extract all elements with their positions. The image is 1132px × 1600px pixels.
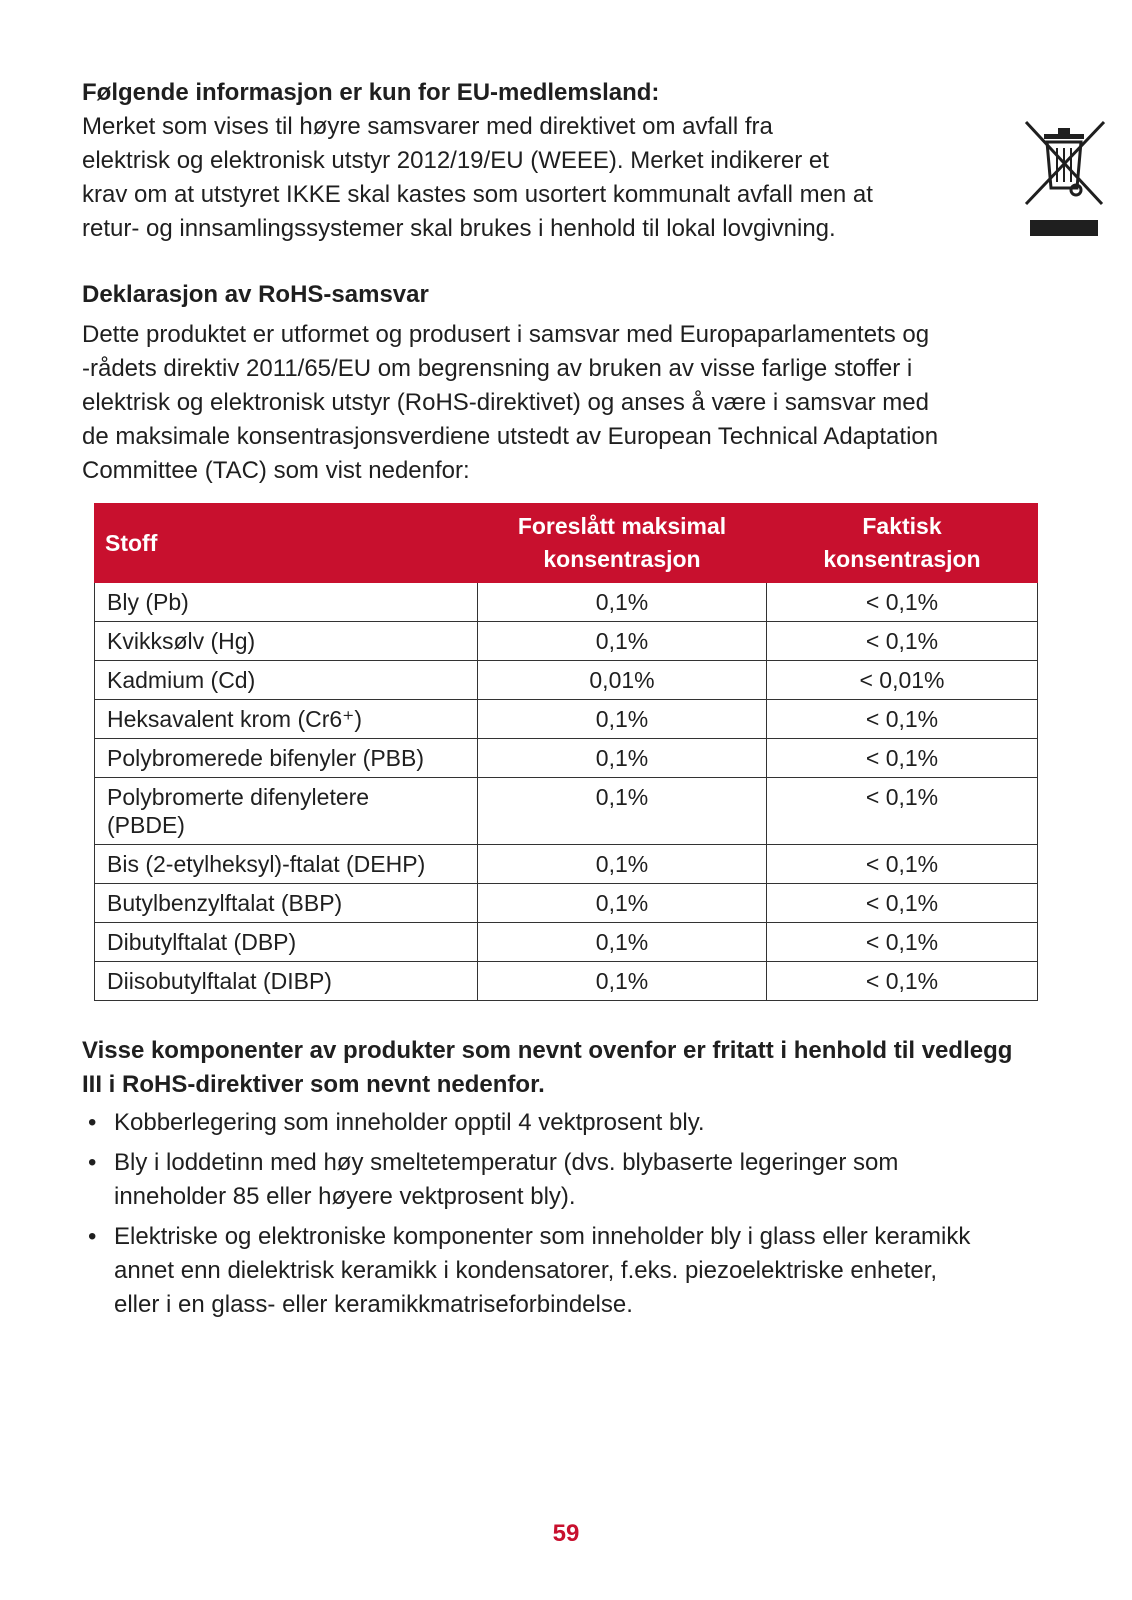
list-item [82, 1146, 1082, 1214]
cell-substance: Butylbenzylftalat (BBP) [95, 884, 478, 923]
rohs-heading: Deklarasjon av RoHS-samsvar [82, 281, 429, 308]
cell-actual: < 0,1% [767, 778, 1038, 845]
cell-proposed: 0,1% [478, 739, 767, 778]
cell-proposed: 0,1% [478, 778, 767, 845]
cell-actual: < 0,1% [767, 583, 1038, 622]
table-row [95, 739, 1038, 778]
list-item-line: annet enn dielektrisk keramikk i kondensatorer, f.eks. piezoelektriske enheter, [114, 1257, 938, 1284]
list-item [82, 1220, 1082, 1322]
cell-proposed: 0,1% [478, 962, 767, 1001]
cell-proposed: 0,1% [478, 583, 767, 622]
rohs-line: de maksimale konsentrasjonsverdiene utstedt av European Technical Adaptation [82, 423, 939, 450]
cell-actual: < 0,1% [767, 962, 1038, 1001]
weee-paragraph [82, 110, 952, 246]
header-actual [767, 504, 1038, 583]
weee-line: elektrisk og elektronisk utstyr 2012/19/EU (WEEE). Merket indikerer et [82, 147, 829, 174]
table-header-row [95, 504, 1038, 583]
bullet-icon: • [88, 1223, 97, 1250]
table-row [95, 778, 1038, 845]
exemptions-heading-line: Visse komponenter av produkter som nevnt ovenfor er fritatt i henhold til vedlegg [82, 1037, 1013, 1064]
cell-substance-line: (PBDE) [107, 812, 185, 838]
cell-actual: < 0,1% [767, 923, 1038, 962]
rohs-line: Dette produktet er utformet og produsert i samsvar med Europaparlamentets og [82, 321, 930, 348]
exemptions-heading-line: III i RoHS-direktiver som nevnt nedenfor. [82, 1071, 545, 1098]
table-row [95, 622, 1038, 661]
list-item-line: Elektriske og elektroniske komponenter som inneholder bly i glass eller keramikk [114, 1223, 971, 1250]
bullet-icon: • [88, 1149, 97, 1176]
table-row [95, 583, 1038, 622]
header-proposed-max [478, 504, 767, 583]
cell-actual: < 0,1% [767, 845, 1038, 884]
cell-actual: < 0,1% [767, 700, 1038, 739]
list-item [82, 1106, 1082, 1140]
header-label-line: konsentrasjon [823, 546, 981, 572]
rohs-paragraph [82, 318, 1042, 488]
weee-line: Merket som vises til høyre samsvarer med direktivet om avfall fra [82, 113, 773, 140]
table-row [95, 700, 1038, 739]
cell-substance-line: Polybromerte difenyletere [107, 784, 370, 810]
cell-actual: < 0,1% [767, 884, 1038, 923]
cell-proposed: 0,1% [478, 884, 767, 923]
cell-substance: Dibutylftalat (DBP) [95, 923, 478, 962]
cell-substance: Kvikksølv (Hg) [95, 622, 478, 661]
rohs-line: elektrisk og elektronisk utstyr (RoHS-direktivet) og anses å være i samsvar med [82, 389, 929, 416]
header-label-line: konsentrasjon [543, 546, 701, 572]
cell-actual: < 0,01% [767, 661, 1038, 700]
cell-substance: Polybromerede bifenyler (PBB) [95, 739, 478, 778]
cell-actual: < 0,1% [767, 739, 1038, 778]
cell-substance: Bis (2-etylheksyl)-ftalat (DEHP) [95, 845, 478, 884]
weee-line: retur- og innsamlingssystemer skal brukes i henhold til lokal lovgivning. [82, 215, 836, 242]
cell-proposed: 0,1% [478, 923, 767, 962]
cell-actual: < 0,1% [767, 622, 1038, 661]
page-number: 59 [552, 1520, 580, 1547]
table-row [95, 661, 1038, 700]
weee-section [82, 76, 1082, 246]
bullet-icon: • [88, 1109, 97, 1136]
exemptions-list [82, 1106, 1082, 1322]
rohs-substance-table [94, 503, 1038, 1001]
cell-substance [95, 778, 478, 845]
header-substance-label: Stoff [105, 529, 158, 556]
cell-substance: Heksavalent krom (Cr6⁺) [95, 700, 478, 739]
table-row [95, 923, 1038, 962]
cell-substance: Kadmium (Cd) [95, 661, 478, 700]
cell-substance: Bly (Pb) [95, 583, 478, 622]
header-label-line: Foreslått maksimal [517, 513, 727, 539]
rohs-line: -rådets direktiv 2011/65/EU om begrensning av bruken av visse farlige stoffer i [82, 355, 913, 382]
cell-substance: Diisobutylftalat (DIBP) [95, 962, 478, 1001]
crossed-out-wheelie-bin-icon [1022, 118, 1108, 248]
rohs-line: Committee (TAC) som vist nedenfor: [82, 457, 470, 484]
list-item-line: Bly i loddetinn med høy smeltetemperatur (dvs. blybaserte legeringer som [114, 1149, 899, 1176]
cell-proposed: 0,1% [478, 845, 767, 884]
header-substance [95, 504, 478, 583]
weee-line: krav om at utstyret IKKE skal kastes som usortert kommunalt avfall men at [82, 181, 873, 208]
list-item-line: inneholder 85 eller høyere vektprosent bly). [114, 1183, 576, 1210]
cell-proposed: 0,1% [478, 622, 767, 661]
header-label-line: Faktisk [862, 513, 942, 539]
list-item-line: Kobberlegering som inneholder opptil 4 vektprosent bly. [114, 1109, 705, 1136]
list-item-line: eller i en glass- eller keramikkmatriseforbindelse. [114, 1291, 633, 1318]
table-row [95, 845, 1038, 884]
cell-proposed: 0,01% [478, 661, 767, 700]
table-row [95, 962, 1038, 1001]
weee-heading: Følgende informasjon er kun for EU-medlemsland: [82, 79, 660, 106]
table-row [95, 884, 1038, 923]
cell-proposed: 0,1% [478, 700, 767, 739]
exemptions-section [82, 1034, 1082, 1328]
rohs-section [82, 278, 1042, 488]
